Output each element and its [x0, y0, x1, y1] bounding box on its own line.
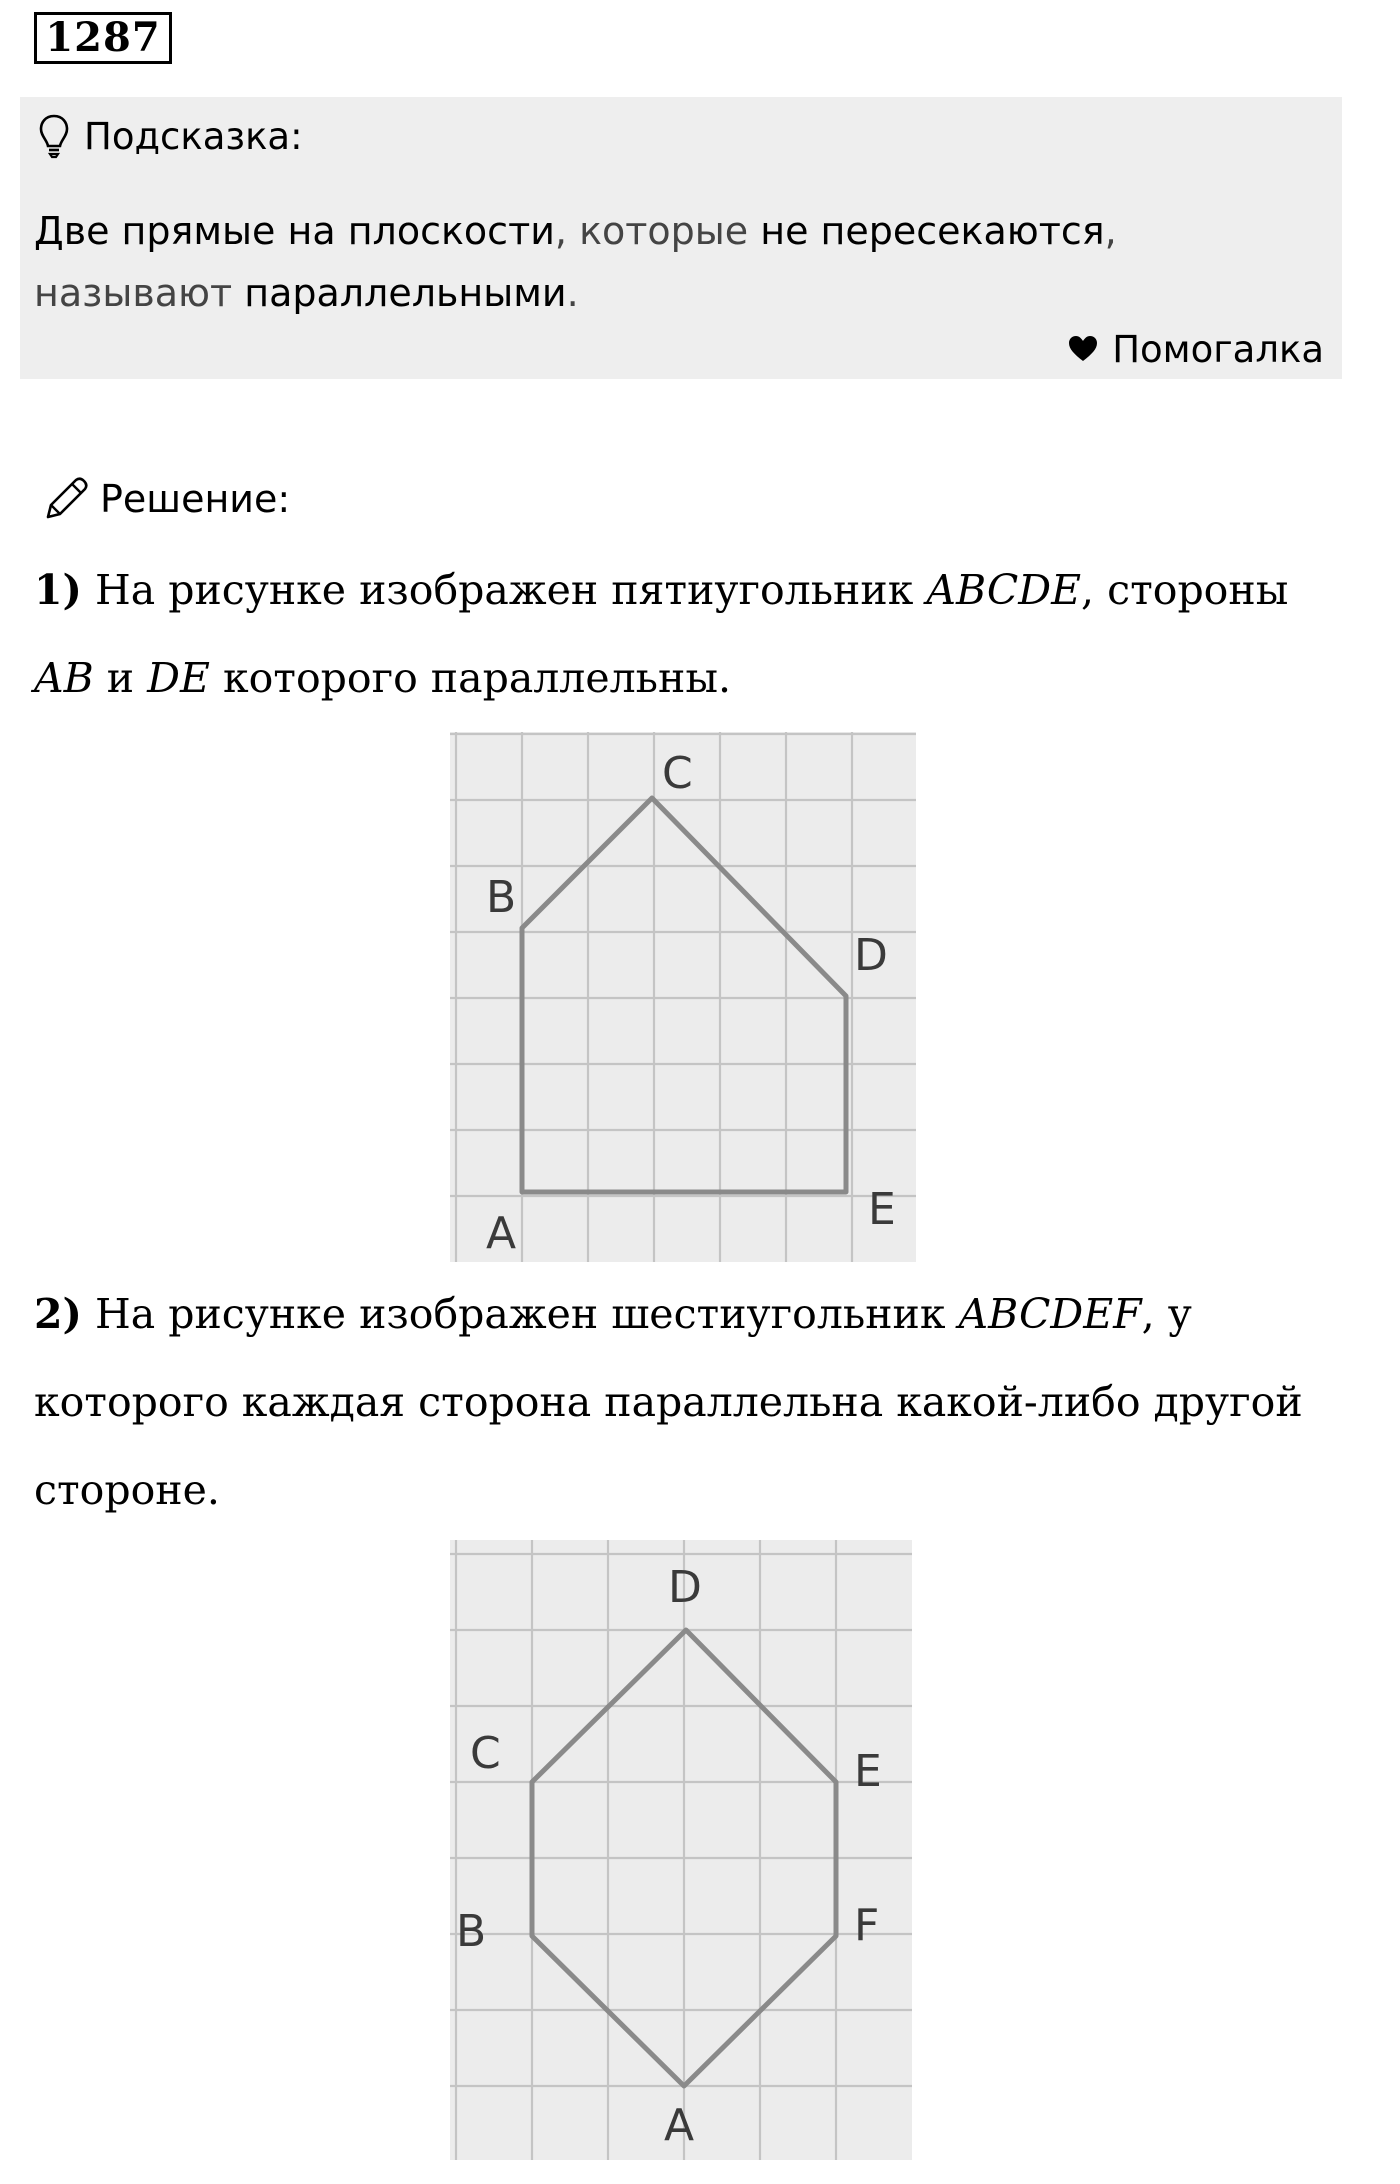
hint-text-part: . [566, 271, 579, 315]
hint-text-part: , [1104, 209, 1117, 253]
solution-item-2 [34, 1270, 1334, 1534]
vertex-label-b: B [456, 1906, 487, 1957]
item-text: На рисунке изображен пятиугольник [81, 566, 927, 614]
hint-title: Подсказка: [84, 114, 303, 158]
hint-text-part: , которые [554, 209, 761, 253]
vertex-label-d: D [854, 930, 888, 981]
vertex-label-a: A [486, 1208, 517, 1259]
pencil-icon [40, 473, 92, 525]
vertex-label-e: E [868, 1184, 896, 1235]
hint-text-part: параллельными [244, 271, 567, 315]
item-text: , у [1141, 1290, 1192, 1338]
hint-source [1068, 324, 1324, 374]
vertex-label-a: A [664, 2100, 695, 2151]
math-term: ABCDEF [958, 1290, 1142, 1338]
problem-number: 1287 [34, 12, 172, 64]
hint-text-part: называют [34, 271, 245, 315]
vertex-label-e: E [854, 1746, 882, 1797]
item-number: 1) [34, 566, 82, 614]
item-text: , стороны [1081, 566, 1289, 614]
hint-header [38, 112, 303, 160]
solution-item-1 [34, 546, 1334, 722]
math-term: DE [147, 654, 210, 702]
solution-header [40, 472, 290, 526]
vertex-label-c: C [470, 1728, 501, 1779]
math-term: ABCDE [926, 566, 1082, 614]
hint-text [34, 200, 1324, 324]
item-number: 2) [34, 1290, 82, 1338]
hint-text-part: не пересекаются [760, 209, 1105, 253]
vertex-label-b: B [486, 872, 517, 923]
heart-icon [1068, 335, 1098, 363]
math-term: AB [34, 654, 94, 702]
lightbulb-icon [38, 113, 70, 159]
item-text: стороне. [34, 1466, 220, 1514]
item-text: На рисунке изображен шестиугольник [81, 1290, 959, 1338]
hint-source-label: Помогалка [1112, 327, 1324, 371]
item-text: которого каждая сторона параллельна какой-либо другой [34, 1378, 1303, 1426]
item-text: и [93, 654, 148, 702]
item-text: которого параллельны. [209, 654, 731, 702]
pentagon-figure [450, 732, 916, 1262]
hint-text-part: Две прямые на плоскости [34, 209, 555, 253]
hexagon-figure [450, 1540, 912, 2160]
vertex-label-f: F [854, 1900, 880, 1951]
solution-title: Решение: [100, 477, 291, 521]
vertex-label-d: D [668, 1562, 702, 1613]
vertex-label-c: C [662, 748, 693, 799]
